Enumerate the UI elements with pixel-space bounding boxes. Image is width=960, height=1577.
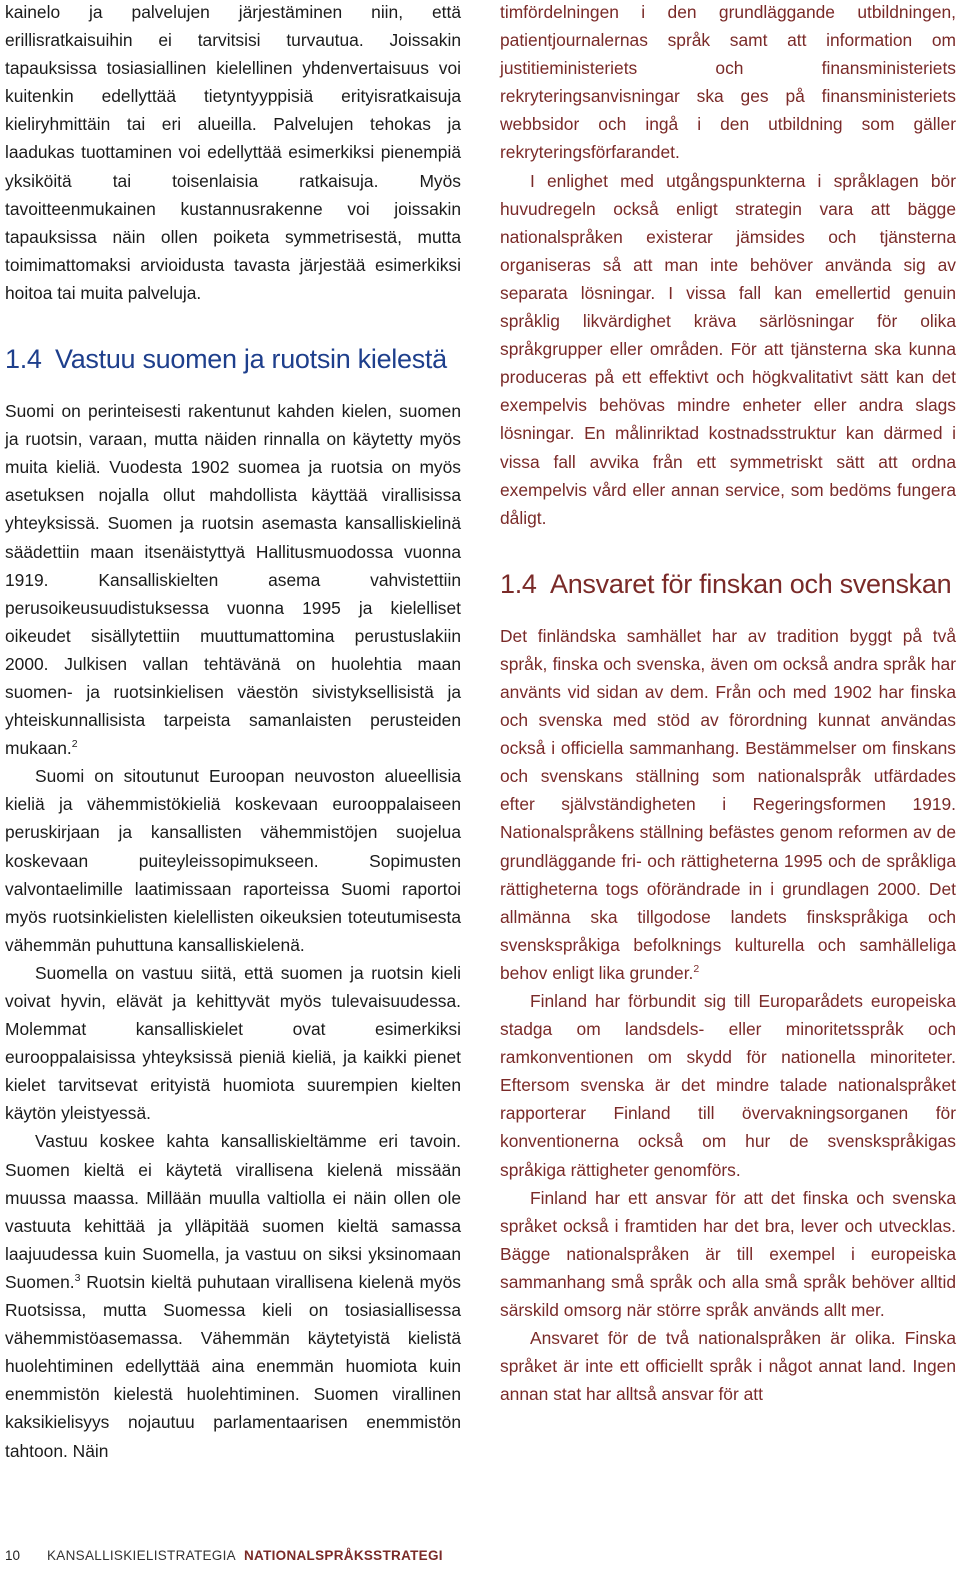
paragraph-text: Vastuu koskee kahta kansalliskieltämme eri tavoin. Suomen kieltä ei käytetä virallisena kielenä missään muussa maassa. Millään muulla valtiolla ei näin ollen ole vastuuta kehittää ja ylläpitää suomen kieltä samassa laajuudessa kuin Suomella, ja vastuu on siksi yksinomaan Suomen. xyxy=(5,1131,461,1292)
page-footer xyxy=(5,1548,443,1563)
footnote-ref: 2 xyxy=(693,962,700,975)
body-paragraph: Suomi on sitoutunut Euroopan neuvoston alueellisia kieliä ja vähemmistökieliä koskevaan eurooppalaiseen peruskirjaan ja kansallisten vähemmistöjen suojelua koskevaan puiteyleissopimukseen. Sopimusten valvontaelimille laatimissaan raporteissa Suomi raportoi myös ruotsinkielisten kielellisten oikeuksien toteutumisesta vähemmän puhuttuna kansalliskielenä. xyxy=(5,766,461,955)
intro-paragraph: timfördelningen i den grundläggande utbildningen, patientjournalernas språk samt att information om justitieministeriets och finansministeriets rekryteringsanvisningar ska ges på finansministeriets webbsidor och ingå i den utbildning som gäller rekryteringsförfarandet. xyxy=(500,2,956,163)
swedish-column xyxy=(500,0,956,1408)
finnish-column xyxy=(5,0,461,1465)
page-number: 10 xyxy=(5,1548,21,1563)
footnote-ref: 3 xyxy=(74,1271,81,1284)
intro-paragraph: kainelo ja palvelujen järjestäminen niin, että erillisratkaisuihin ei tarvitsisi turvautua. Joissakin tapauksissa tosiasiallinen kielellinen yhdenvertaisuus voi kuitenkin edellyttää tietyntyyppisiä erityisratkaisuja kieliryhmittäin tai eri alueilla. Palvelujen tehokas ja laadukas tuottaminen voi edellyttää esimerkiksi pienempiä yksiköitä tai toisenlaisia ratkaisuja. Myös tavoitteenmukainen kustannusrakenne voi joissakin tapauksissa näin ollen poiketa symmetrisestä, mutta toimimattomaksi arvioidusta tavasta järjestää esimerkiksi hoitoa tai muita palveluja. xyxy=(5,2,461,303)
body-paragraph xyxy=(5,397,461,762)
body-paragraph: Ansvaret för de två nationalspråken är olika. Finska språket är inte ett officiellt språk i något annat land. Ingen annan stat har alltså ansvar för att xyxy=(500,1328,956,1405)
section-number: 1.4 xyxy=(500,568,537,599)
footer-title-sv: NATIONALSPRÅKSSTRATEGI xyxy=(243,1548,443,1563)
section-title: Vastuu suomen ja ruotsin kielestä xyxy=(55,344,447,375)
section-heading xyxy=(500,568,956,600)
paragraph-text: Suomi on perinteisesti rakentunut kahden kielen, suomen ja ruotsin, varaan, mutta näiden rinnalla on käytetty myös muita kieliä. Vuodesta 1902 suomea ja ruotsia on myös asetuksen nojalla ollut mahdollista käyttää virallisissa yhteyksissä. Suomen ja ruotsin asemasta kansalliskielinä säädettiin maan itsenäistyttyä Hallitusmuodossa vuonna 1919. Kansalliskielten asema vahvistettiin perusoikeusuudistuksessa vuonna 1995 ja kielelliset oikeudet sisällytettiin muuttumattomina perustuslakiin 2000. Julkisen vallan tehtävänä on huolehtia maan suomen- ja ruotsinkielisen väestön sivistyksellisistä ja yhteiskunnallisista tarpeista samanlaisten perusteiden mukaan. xyxy=(5,401,461,759)
body-paragraph: Finland har förbundit sig till Europarådets europeiska stadga om landsdels- eller minoritetsspråk och ramkonventionen om skydd för nationella minoriteter. Eftersom svenska är det mindre talade nationalspråket rapporterar Finland till övervakningsorganen för konventionerna också om hur de svenskspråkigas språkiga rättigheter genomförs. xyxy=(500,991,956,1180)
body-paragraph: I enlighet med utgångspunkterna i språklagen bör huvudregeln också enligt strategin vara att bägge nationalspråken existerar jämsides och tjänsterna organiseras så att man inte behöver använda sig av separata lösningar. I vissa fall kan emellertid genuin språklig likvärdighet kräva särlösningar för olika språkgrupper eller områden. För att tjänsterna ska kunna produceras på ett effektivt och högkvalitativt sätt kan det exempelvis behövas mindre enheter eller andra slags lösningar. En målinriktad kostnadsstruktur kan därmed i vissa fall avvika från ett symmetriskt sätt att ordna exempelvis vård eller annan service, som bedöms fungera dåligt. xyxy=(500,170,956,528)
body-paragraph: Finland har ett ansvar för att det finska och svenska språket också i framtiden har det bra, lever och utvecklas. Bägge nationalspråken är till exempel i europeiska sammanhang små språk och alla små språk behöver alltid särskild omsorg när större språk används allt mer. xyxy=(500,1187,956,1321)
footer-title-fi: KANSALLISKIELISTRATEGIA xyxy=(47,1548,236,1563)
body-paragraph: Suomella on vastuu siitä, että suomen ja ruotsin kieli voivat hyvin, elävät ja kehittyvät myös tulevaisuudessa. Molemmat kansalliskielet ovat esimerkiksi eurooppalaisissa yhteyksissä pieniä kieliä, ja kaikki pienet kielet tarvitsevat erityistä huomiota suurempien kielten käytön yleistyessä. xyxy=(5,962,461,1124)
section-heading xyxy=(5,343,461,375)
body-paragraph xyxy=(500,622,956,987)
section-title: Ansvaret för finskan och svenskan xyxy=(550,568,952,599)
body-paragraph xyxy=(5,1127,461,1464)
paragraph-text: Ruotsin kieltä puhutaan virallisena kielenä myös Ruotsissa, mutta Suomessa kieli on tosiasiallisessa vähemmistöasemassa. Vähemmän käytetyistä kielistä huolehtiminen edellyttää aina enemmän huomiota kuin enemmistön kielestä huolehtiminen. Suomen virallinen kaksikielisyys nojautuu parlamentaarisen enemmistön tahtoon. Näin xyxy=(5,1271,461,1461)
paragraph-text: Det finländska samhället har av tradition byggt på två språk, finska och svenska, även om också andra språk har använts vid sidan av dem. Från och med 1902 har finska och svenska med stöd av förordning kunnat användas också i officiella sammanhang. Bestämmelser om finskans och svenskans ställning som nationalspråk utfärdades efter självständigheten i Regeringsformen 1919. Nationalspråkens ställning befästes genom reformen av de grundläggande fri- och rättigheterna 1995 och de språkliga rättigheterna togs oförändrade in i grundlagen 2000. Det allmänna ska tillgodose landets finskspråkiga och svenskspråkiga befolknings kulturella och samhälleliga behov enligt lika grunder. xyxy=(500,625,956,983)
section-number: 1.4 xyxy=(5,344,42,375)
footnote-ref: 2 xyxy=(71,738,78,751)
